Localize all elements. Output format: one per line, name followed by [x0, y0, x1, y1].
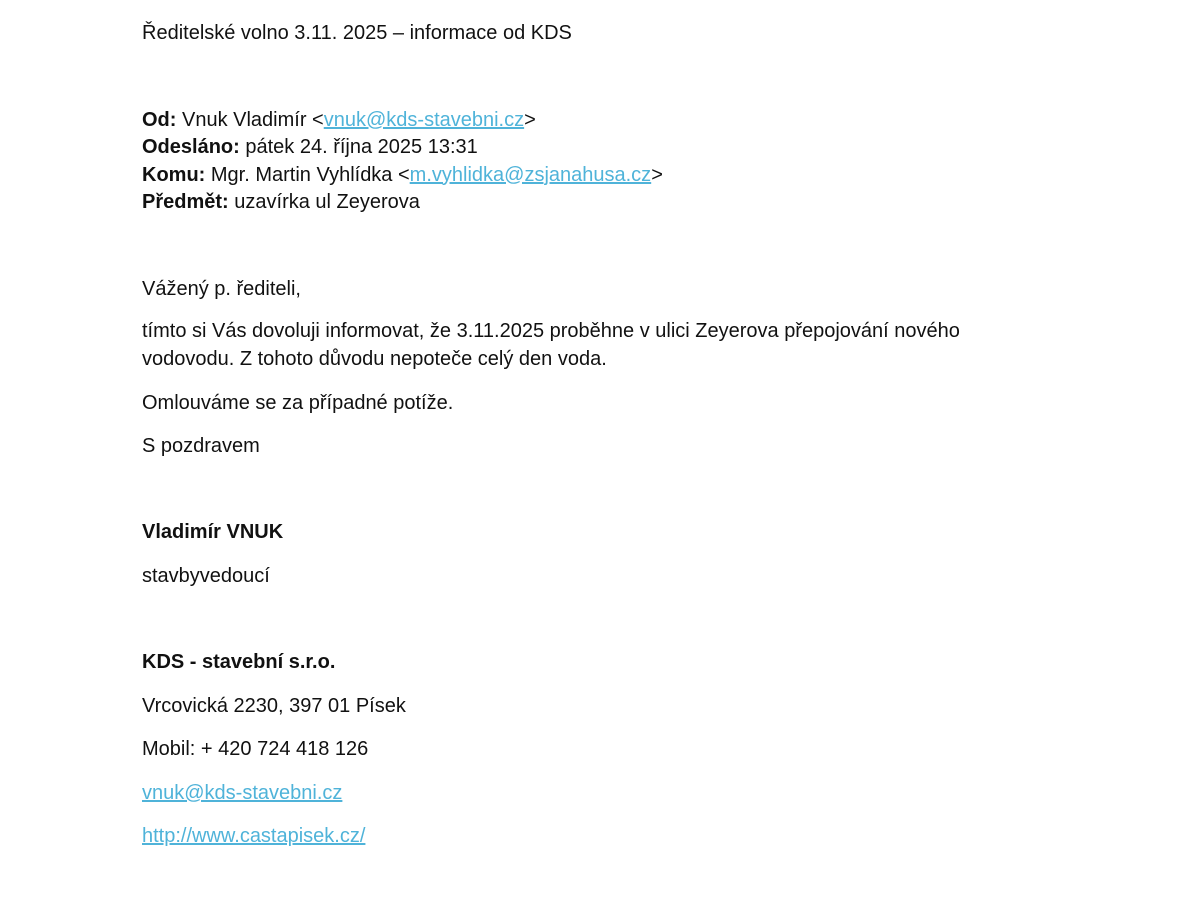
- signature-name: Vladimír VNUK: [142, 521, 284, 543]
- sent-value: pátek 24. října 2025 13:31: [245, 136, 478, 159]
- to-name: Mgr. Martin Vyhlídka <: [210, 163, 410, 186]
- subject-label: Předmět:: [142, 190, 229, 213]
- from-email-link[interactable]: vnuk@kds-stavebni.cz: [323, 109, 525, 131]
- to-line: [142, 162, 663, 189]
- from-label: Od:: [142, 109, 177, 131]
- signature-email-wrap: [142, 780, 342, 807]
- from-name: Vnuk Vladimír <: [182, 109, 324, 131]
- subject-line: [142, 189, 663, 216]
- body-paragraph: tímto si Vás dovoluji informovat, že 3.11.2025 proběhne v ulici Zeyerova přepojování nového vodovodu. Z tohoto důvodu nepoteče celý den voda.: [142, 320, 960, 370]
- signature-website-link[interactable]: http://www.castapisek.cz/: [142, 825, 366, 847]
- to-email-link[interactable]: m.vyhlidka@zsjanahusa.cz: [409, 163, 652, 186]
- signature-website-wrap: [142, 823, 365, 850]
- to-close: >: [651, 163, 663, 186]
- sent-label: Odesláno:: [142, 136, 240, 159]
- email-header: [142, 107, 663, 216]
- signature-address: Vrcovická 2230, 397 01 Písek: [142, 695, 406, 717]
- signature-email-link[interactable]: vnuk@kds-stavebni.cz: [142, 782, 343, 804]
- signature-company: KDS - stavební s.r.o.: [142, 651, 336, 673]
- signature-position: stavbyvedoucí: [142, 565, 270, 587]
- subject-value: uzavírka ul Zeyerova: [234, 190, 420, 213]
- greeting: Vážený p. řediteli,: [142, 278, 301, 300]
- document-title: Ředitelské volno 3.11. 2025 – informace od KDS: [142, 22, 572, 44]
- from-close: >: [524, 109, 536, 131]
- closing-text: S pozdravem: [142, 435, 260, 457]
- apology-text: Omlouváme se za případné potíže.: [142, 392, 454, 414]
- from-line: [142, 107, 663, 134]
- to-label: Komu:: [142, 163, 206, 186]
- signature-phone: Mobil: + 420 724 418 126: [142, 738, 369, 760]
- sent-line: [142, 134, 663, 161]
